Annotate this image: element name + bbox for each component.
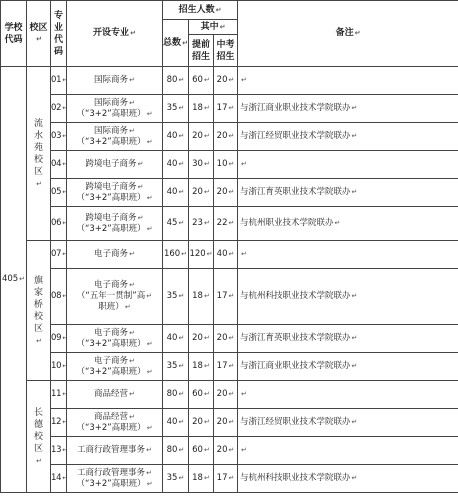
major-cell [67, 325, 163, 353]
table-row [1, 95, 458, 123]
major-cell [67, 269, 163, 325]
early-cell: 18 ↵ [189, 269, 214, 325]
early-cell: 30 ↵ [189, 151, 214, 179]
major-code-cell: 11 ↵ [51, 381, 67, 409]
major-code-cell: 05 ↵ [51, 179, 67, 207]
table-row [1, 353, 458, 381]
table-row [1, 123, 458, 151]
major-cell [67, 207, 163, 241]
school-code-cell: 405 ↵ [1, 67, 27, 493]
total-cell: 35 ↵ [163, 269, 189, 325]
remark-cell: 与浙江育英职业技术学院联办 ↵ [238, 179, 458, 207]
table-row [1, 241, 458, 269]
table-row [1, 207, 458, 241]
total-cell: 160 ↵ [163, 241, 189, 269]
major-code-cell: 04 ↵ [51, 151, 67, 179]
table-row [1, 179, 458, 207]
table-row [1, 437, 458, 465]
zhongkao-cell: 22 ↵ [214, 207, 238, 241]
remark-cell: 与浙江育英职业技术学院联办 ↵ [238, 325, 458, 353]
total-cell: 40 ↵ [163, 179, 189, 207]
major-cell [67, 151, 163, 179]
major-code-cell: 13 ↵ [51, 437, 67, 465]
total-cell: 35 ↵ [163, 95, 189, 123]
total-cell: 80 ↵ [163, 67, 189, 95]
major-code-cell: 02 ↵ [51, 95, 67, 123]
major-line: （“3+2”高职班） ↵ [67, 224, 162, 235]
remark-cell: 与浙江商业职业技术学院联办 ↵ [238, 353, 458, 381]
zhongkao-cell: 20 ↵ [214, 67, 238, 95]
table-row [1, 151, 458, 179]
remark-cell [238, 241, 458, 269]
major-cell [67, 67, 163, 95]
header-early: 提前招生 [189, 35, 214, 67]
early-cell: 20 ↵ [189, 123, 214, 151]
major-line: （“3+2”高职班） ↵ [67, 423, 162, 434]
major-line: 电子商务 ↵ [67, 280, 162, 291]
major-code-cell: 07 ↵ [51, 241, 67, 269]
zhongkao-cell: 17 ↵ [214, 465, 238, 493]
table-row [1, 381, 458, 409]
early-cell: 23 ↵ [189, 207, 214, 241]
zhongkao-cell: 20 ↵ [214, 381, 238, 409]
major-line: 电子商务 ↵ [67, 328, 162, 339]
early-cell: 120 ↵ [189, 241, 214, 269]
total-cell: 35 ↵ [163, 465, 189, 493]
early-cell: 20 ↵ [189, 325, 214, 353]
major-code-cell: 14 ↵ [51, 465, 67, 493]
zhongkao-cell: 17 ↵ [214, 95, 238, 123]
total-cell: 80 ↵ [163, 437, 189, 465]
zhongkao-cell: 20 ↵ [214, 325, 238, 353]
major-line: （“3+2”高职班） ↵ [67, 367, 162, 378]
major-cell [67, 437, 163, 465]
major-line: 国际商务 ↵ [67, 98, 162, 109]
early-cell: 20 ↵ [189, 409, 214, 437]
table-row [1, 409, 458, 437]
header-enrollment: 招生人数 ↵ [163, 1, 238, 20]
total-cell: 40 ↵ [163, 325, 189, 353]
early-cell: 18 ↵ [189, 353, 214, 381]
major-cell [67, 179, 163, 207]
major-line: （“3+2”高职班） ↵ [67, 109, 162, 120]
major-code-cell: 09 ↵ [51, 325, 67, 353]
total-cell: 80 ↵ [163, 381, 189, 409]
zhongkao-cell: 20 ↵ [214, 179, 238, 207]
remark-cell: 与浙江商业职业技术学院联办 ↵ [238, 95, 458, 123]
header-school-code: 学校代码 [1, 1, 27, 67]
major-line: （“五年一贯制”高 ↵ [67, 291, 162, 302]
early-cell: 60 ↵ [189, 381, 214, 409]
table-row [1, 269, 458, 325]
header-major: 开设专业 ↵ [67, 1, 163, 67]
major-cell [67, 123, 163, 151]
major-code-cell: 10 ↵ [51, 353, 67, 381]
major-line: （“3+2”高职班） ↵ [67, 339, 162, 350]
total-cell: 40 ↵ [163, 151, 189, 179]
major-line: （“3+2”高职班） ↵ [67, 137, 162, 148]
zhongkao-cell: 20 ↵ [214, 437, 238, 465]
campus-cell: 流水苑校区 ↵ [27, 67, 51, 241]
header-zhongkao: 中考招生 [214, 35, 238, 67]
table-row [1, 67, 458, 95]
total-cell: 40 ↵ [163, 123, 189, 151]
early-cell: 20 ↵ [189, 179, 214, 207]
zhongkao-cell: 40 ↵ [214, 241, 238, 269]
campus-cell: 长德校区 ↵ [27, 381, 51, 493]
header-campus: 校区 ↵ [27, 1, 51, 67]
major-line: 国际商务 ↵ [67, 126, 162, 137]
remark-cell [238, 151, 458, 179]
early-cell: 60 ↵ [189, 437, 214, 465]
header-remark: 备注 ↵ [238, 1, 458, 67]
major-code-cell: 12 ↵ [51, 409, 67, 437]
remark-cell: 与杭州科技职业技术学院联办 ↵ [238, 269, 458, 325]
table-row [1, 325, 458, 353]
major-line: 商品经营 ↵ [67, 412, 162, 423]
major-cell [67, 381, 163, 409]
remark-cell [238, 437, 458, 465]
remark-cell [238, 67, 458, 95]
zhongkao-cell: 20 ↵ [214, 123, 238, 151]
major-cell [67, 465, 163, 493]
major-cell [67, 353, 163, 381]
table-row [1, 465, 458, 493]
remark-cell: 与杭州职业技术学院联办 ↵ [238, 207, 458, 241]
major-code-cell: 01 ↵ [51, 67, 67, 95]
major-cell [67, 241, 163, 269]
major-cell [67, 95, 163, 123]
major-code-cell: 06 ↵ [51, 207, 67, 241]
zhongkao-cell: 17 ↵ [214, 269, 238, 325]
major-code-cell: 03 ↵ [51, 123, 67, 151]
major-line: 电子商务 ↵ [67, 356, 162, 367]
remark-cell [238, 381, 458, 409]
campus-cell: 旗家桥校区 ↵ [27, 241, 51, 381]
total-cell: 40 ↵ [163, 409, 189, 437]
major-cell [67, 409, 163, 437]
remark-cell: 与杭州科技职业技术学院联办 ↵ [238, 465, 458, 493]
header-of-which: 其中 ↵ [189, 20, 238, 35]
zhongkao-cell: 10 ↵ [214, 151, 238, 179]
major-line: 职班） ↵ [67, 302, 162, 313]
header-major-code: 专业代码 [51, 1, 67, 67]
major-code-cell: 08 ↵ [51, 269, 67, 325]
major-line: （“3+2”高职班） ↵ [67, 193, 162, 204]
major-line: 跨境电子商务 ↵ [67, 159, 162, 170]
remark-cell: 与浙江经贸职业技术学院联办 ↵ [238, 409, 458, 437]
major-line: 跨境电子商务 ↵ [67, 213, 162, 224]
zhongkao-cell: 17 ↵ [214, 353, 238, 381]
zhongkao-cell: 20 ↵ [214, 409, 238, 437]
major-line: 国际商务 ↵ [67, 75, 162, 86]
major-line: 工商行政管理事务 ↵ [67, 468, 162, 479]
remark-cell: 与浙江经贸职业技术学院联办 ↵ [238, 123, 458, 151]
early-cell: 18 ↵ [189, 95, 214, 123]
header-total: 总数 ↵ [163, 20, 189, 67]
early-cell: 60 ↵ [189, 67, 214, 95]
major-line: 电子商务 ↵ [67, 249, 162, 260]
major-line: 跨境电子商务 ↵ [67, 182, 162, 193]
total-cell: 35 ↵ [163, 353, 189, 381]
early-cell: 18 ↵ [189, 465, 214, 493]
major-line: （“3+2”高职班） ↵ [67, 479, 162, 490]
major-line: 工商行政管理事务 ↵ [67, 445, 162, 456]
major-line: 商品经营 ↵ [67, 389, 162, 400]
total-cell: 45 ↵ [163, 207, 189, 241]
